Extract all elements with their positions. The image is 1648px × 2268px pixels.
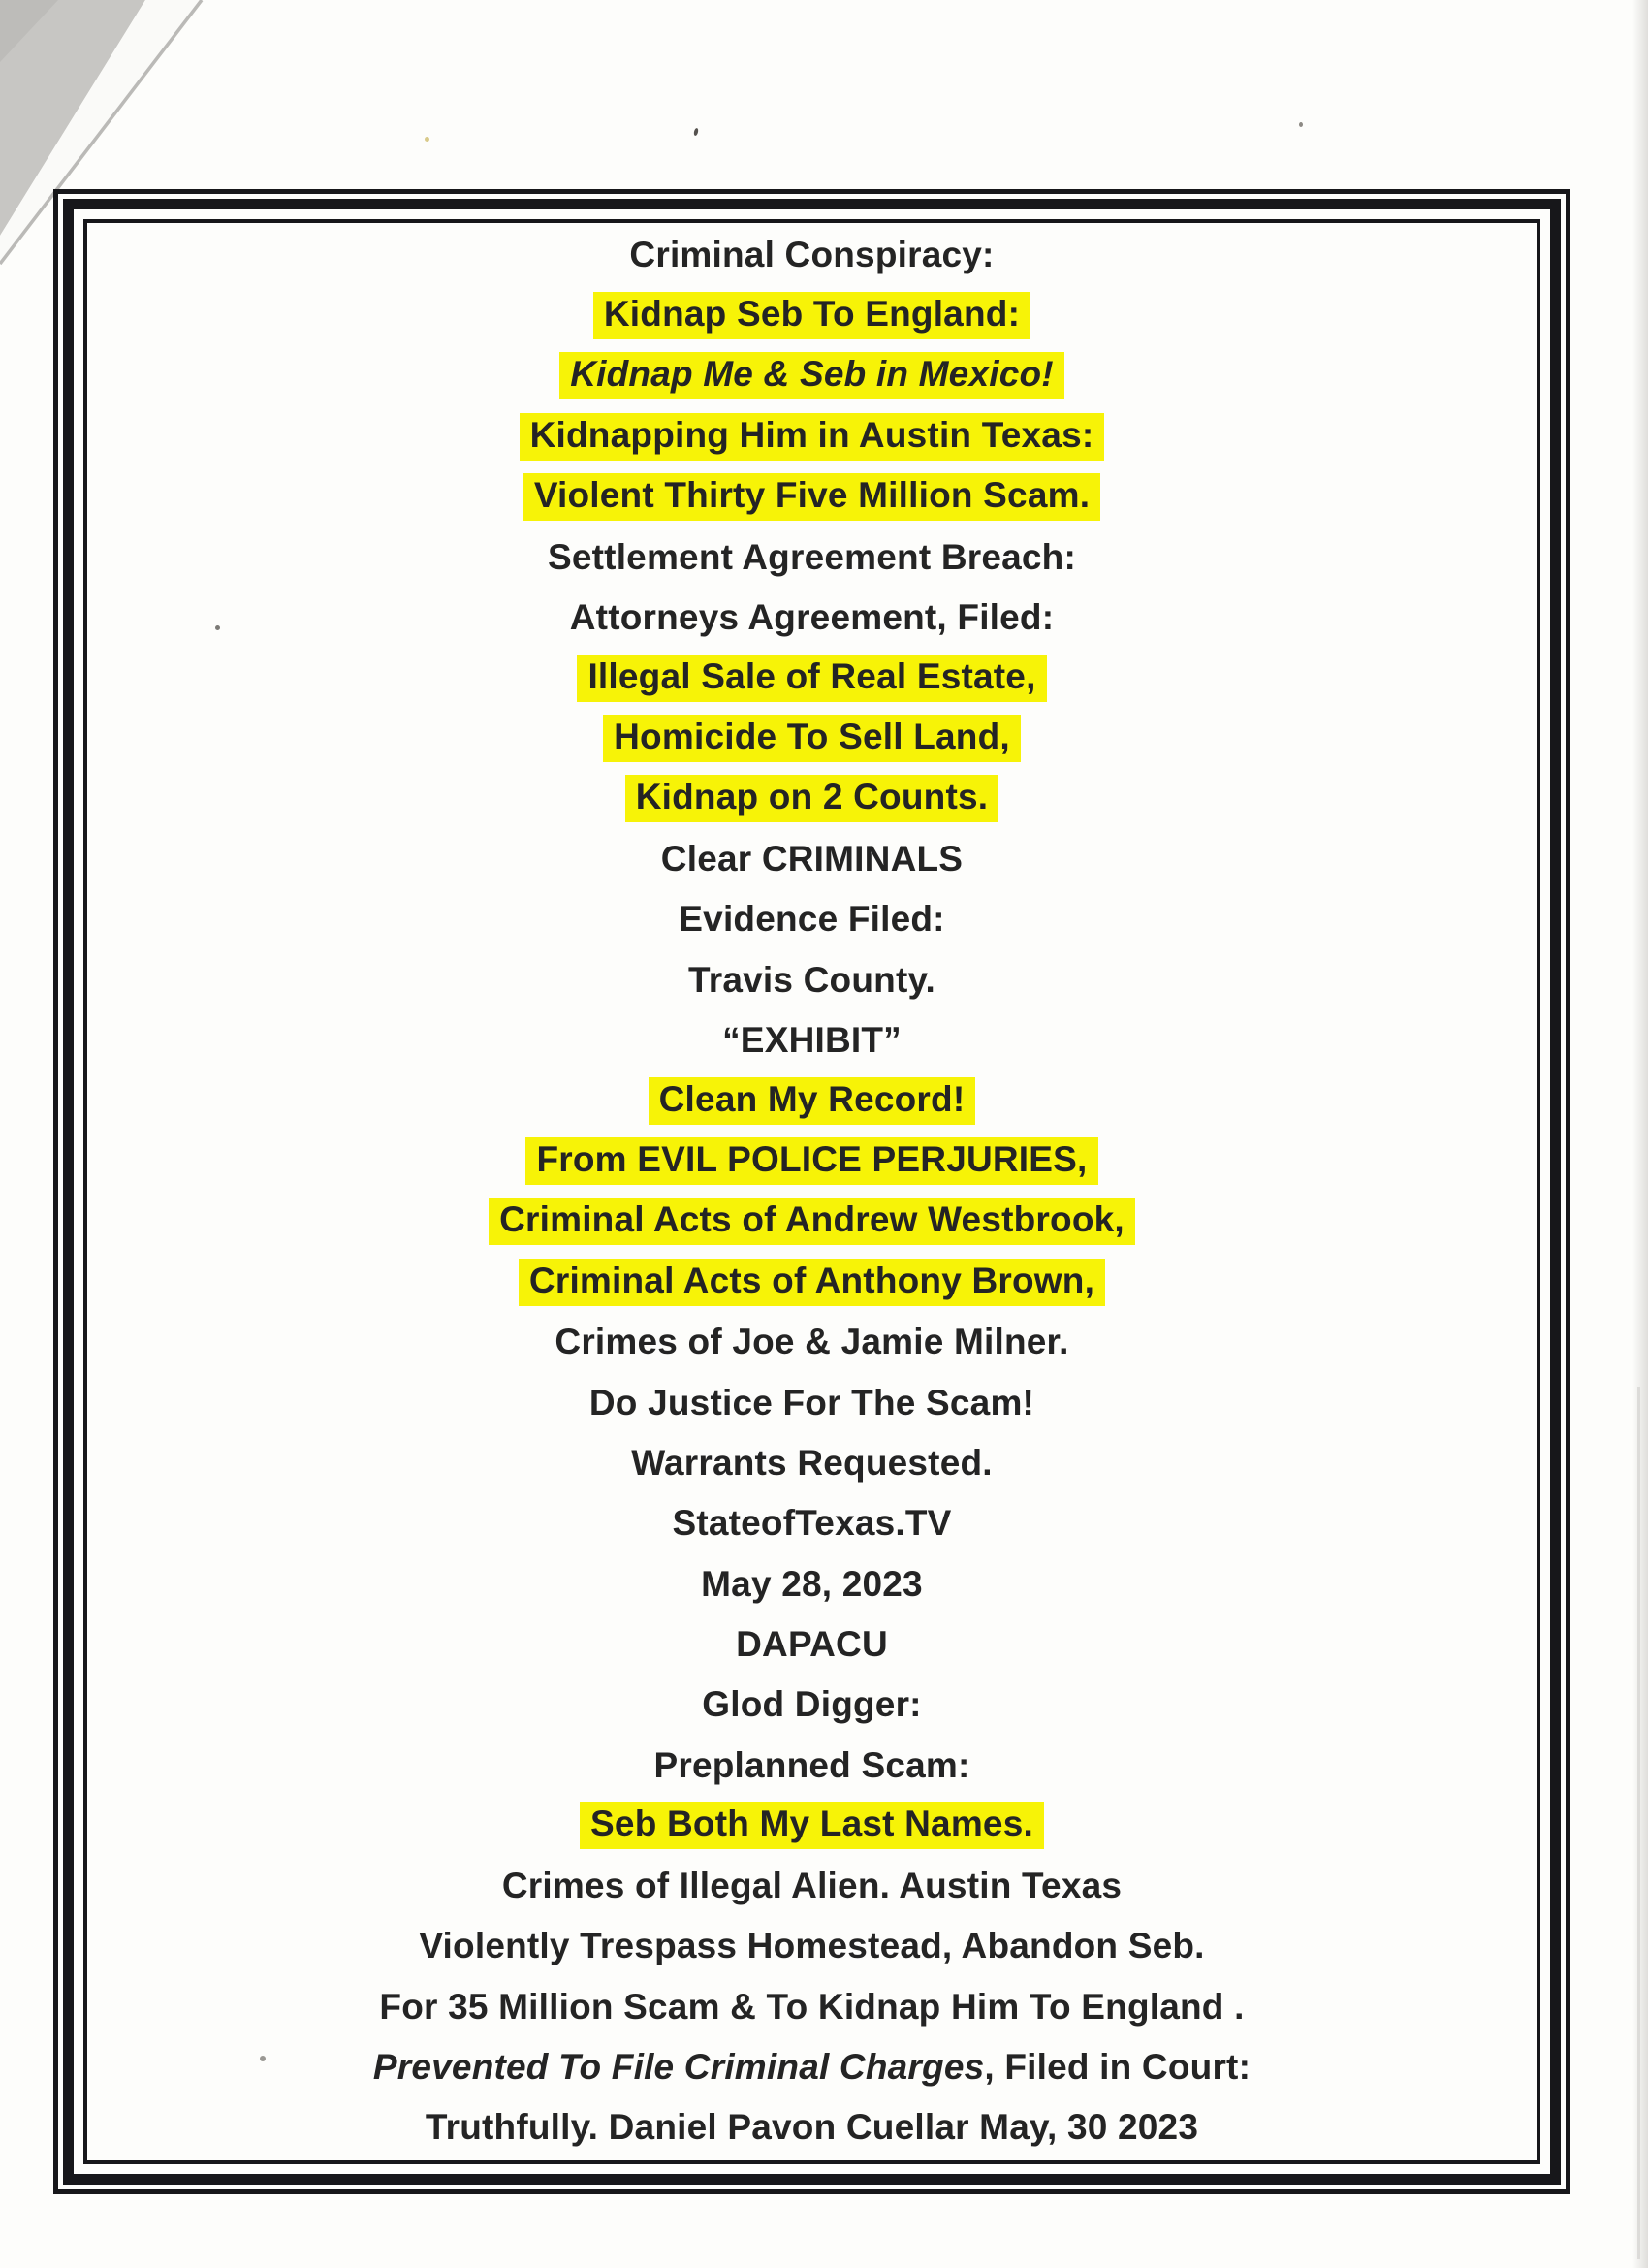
document-border-frame-inner-rule — [83, 219, 1540, 2164]
document-text — [672, 1503, 951, 1544]
italic-text-segment: Prevented To File Criminal Charges — [372, 2047, 985, 2088]
text-segment: Warrants Requested. — [631, 1443, 993, 1484]
document-line — [649, 1070, 976, 1131]
text-segment: For 35 Million Scam & To Kidnap Him To England . — [379, 1986, 1245, 2027]
document-text — [379, 1987, 1244, 2028]
document-line — [426, 2097, 1198, 2157]
text-segment: May 28, 2023 — [701, 1563, 923, 1604]
document-line — [559, 346, 1064, 406]
text-segment: Homicide To Sell Land, — [614, 717, 1010, 757]
document-text — [555, 1322, 1068, 1362]
text-segment: Kidnapping Him in Austin Texas: — [529, 414, 1094, 455]
document-line — [489, 1192, 1135, 1252]
text-segment: Kidnap on 2 Counts. — [635, 777, 989, 817]
highlighted-text — [577, 655, 1046, 702]
text-segment: Crimes of Illegal Alien. Austin Texas — [501, 1866, 1123, 1906]
document-line — [580, 1796, 1044, 1856]
document-line — [625, 769, 999, 829]
scan-right-edge-shadow — [1632, 0, 1648, 2268]
document-line — [593, 285, 1030, 345]
document-line — [525, 1131, 1097, 1191]
document-line — [688, 950, 935, 1010]
highlighted-text — [580, 1802, 1044, 1849]
highlighted-text — [593, 292, 1030, 339]
document-text — [722, 1020, 902, 1061]
text-segment: Crimes of Joe & Jamie Milner. — [555, 1322, 1069, 1362]
document-border-frame-middle-rule — [63, 199, 1561, 2185]
document-line — [502, 1856, 1122, 1916]
text-segment: Kidnap Seb To England: — [603, 293, 1021, 334]
document-line — [701, 1554, 923, 1614]
text-segment: Criminal Acts of Andrew Westbrook, — [499, 1199, 1125, 1240]
highlighted-text — [649, 1077, 976, 1125]
text-segment: Violent Thirty Five Million Scam. — [533, 474, 1091, 515]
text-segment: StateofTexas.TV — [672, 1503, 952, 1544]
document-body — [87, 223, 1537, 2160]
document-text — [373, 2047, 1251, 2088]
document-line — [577, 648, 1046, 708]
text-segment: Attorneys Agreement, Filed: — [569, 596, 1055, 637]
scan-speck — [1299, 122, 1303, 127]
document-text — [701, 1564, 923, 1605]
document-line — [672, 1493, 951, 1553]
text-segment: DAPACU — [736, 1623, 888, 1664]
document-line — [373, 2037, 1251, 2097]
highlighted-text — [625, 775, 999, 822]
document-line — [519, 1252, 1105, 1312]
document-text — [688, 960, 935, 1001]
document-line — [548, 527, 1076, 587]
highlighted-text — [603, 715, 1021, 762]
scan-speck — [425, 137, 429, 142]
highlighted-text — [520, 413, 1105, 461]
text-segment: Clear CRIMINALS — [660, 839, 964, 879]
document-line — [520, 406, 1105, 466]
document-line — [629, 225, 994, 285]
document-text — [419, 1926, 1204, 1966]
scan-right-edge-line — [1637, 1387, 1640, 2259]
highlighted-text — [523, 473, 1100, 521]
document-text — [653, 1745, 969, 1786]
text-segment: Do Justice For The Scam! — [588, 1382, 1035, 1422]
document-line — [523, 466, 1100, 527]
text-segment: Seb Both My Last Names. — [590, 1804, 1033, 1844]
text-segment: Preplanned Scam: — [653, 1744, 970, 1785]
document-text — [661, 839, 963, 879]
document-line — [603, 708, 1021, 768]
document-line — [631, 1433, 993, 1493]
document-line — [679, 889, 944, 949]
document-text — [702, 1684, 921, 1725]
document-line — [722, 1010, 902, 1070]
text-segment: , Filed in Court: — [984, 2047, 1252, 2088]
document-text — [570, 597, 1055, 638]
text-segment: Evidence Filed: — [679, 899, 945, 940]
document-border-frame — [53, 189, 1570, 2194]
text-segment: Clean My Record! — [658, 1078, 966, 1119]
text-segment: From EVIL POLICE PERJURIES, — [536, 1139, 1088, 1180]
text-segment: Truthfully. Daniel Pavon Cuellar May, 30 2023 — [425, 2107, 1199, 2148]
text-segment: “EXHIBIT” — [722, 1020, 902, 1060]
document-text — [426, 2107, 1198, 2148]
document-text — [631, 1443, 993, 1484]
text-segment: Criminal Acts of Anthony Brown, — [528, 1260, 1095, 1300]
scan-speck — [693, 128, 699, 137]
italic-text-segment: Kidnap Me & Seb in Mexico! — [570, 354, 1054, 395]
document-line — [589, 1373, 1034, 1433]
text-segment: Travis County. — [687, 959, 935, 1000]
document-line — [653, 1735, 969, 1795]
highlighted-text — [525, 1137, 1097, 1185]
highlighted-text — [519, 1259, 1105, 1306]
document-line — [661, 829, 963, 889]
document-line — [570, 588, 1055, 648]
document-line — [555, 1312, 1068, 1372]
highlighted-text — [559, 352, 1064, 399]
highlighted-text — [489, 1198, 1135, 1245]
document-text — [736, 1624, 888, 1665]
document-text — [629, 235, 994, 275]
document-line — [379, 1977, 1244, 2037]
document-line — [419, 1916, 1204, 1976]
document-text — [502, 1866, 1122, 1906]
text-segment: Illegal Sale of Real Estate, — [587, 655, 1036, 696]
text-segment: Glod Digger: — [702, 1684, 922, 1725]
text-segment: Violently Trespass Homestead, Abandon Seb. — [419, 1926, 1205, 1966]
text-segment: Criminal Conspiracy: — [629, 235, 995, 275]
document-text — [679, 899, 944, 940]
document-line — [736, 1614, 888, 1675]
document-line — [702, 1675, 921, 1735]
document-text — [589, 1383, 1034, 1423]
document-text — [548, 537, 1076, 578]
text-segment: Settlement Agreement Breach: — [548, 536, 1076, 577]
